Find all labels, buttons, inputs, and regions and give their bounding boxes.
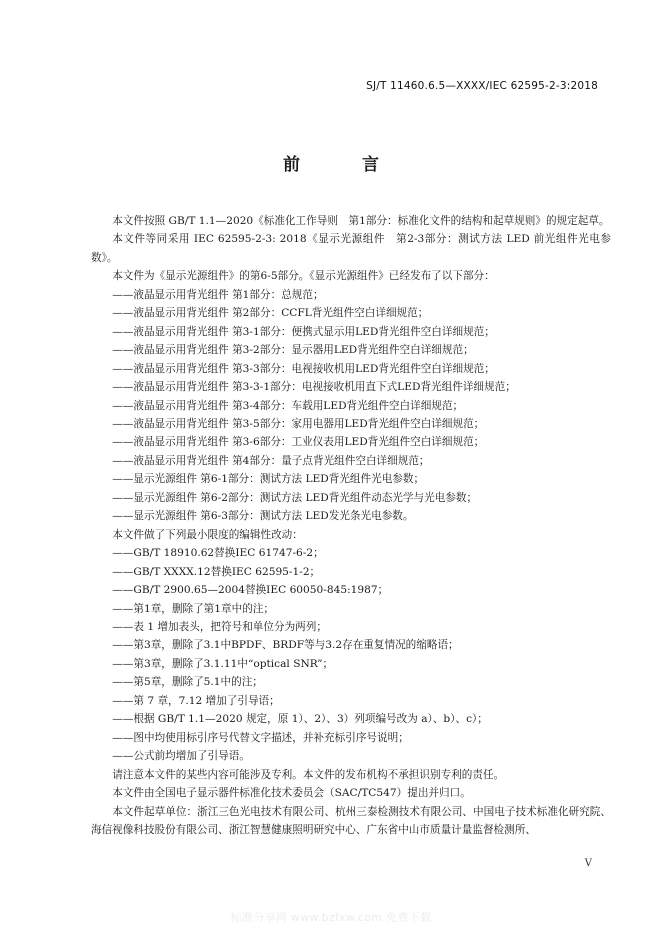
list-item: ——第 7 章，7.12 增加了引导语； [112, 694, 280, 707]
list-item: ——液晶显示用背光组件 第3-2部分：显示器用LED背光组件空白详细规范； [112, 344, 474, 357]
list-item: ——图中均使用标引序号代替文字描述，并补充标引序号说明； [112, 731, 409, 744]
list-item: ——液晶显示用背光组件 第2部分：CCFL背光组件空白详细规范； [112, 307, 429, 320]
list-item: ——液晶显示用背光组件 第4部分：量子点背光组件空白详细规范； [112, 454, 430, 467]
page-number: V [584, 858, 592, 869]
list-item: ——第5章，删除了5.1中的注； [112, 676, 263, 689]
list-item: ——液晶显示用背光组件 第3-1部分：便携式显示用LED背光组件空白详细规范； [112, 325, 495, 338]
paragraph-editorial-changes: 本文件做了下列最小限度的编辑性改动： [112, 528, 303, 541]
list-item: ——液晶显示用背光组件 第3-3-1部分：电视接收机用直下式LED背光组件详细规范； [112, 381, 516, 394]
list-item: ——液晶显示用背光组件 第3-3部分：电视接收机用LED背光组件空白详细规范； [112, 362, 495, 375]
list-item: ——GB/T XXXX.12替换IEC 62595-1-2； [112, 565, 321, 578]
list-item: ——GB/T 18910.62替换IEC 61747-6-2； [112, 547, 324, 560]
paragraph-proposer: 本文件由全国电子显示器件标准化技术委员会（SAC/TC547）提出并归口。 [112, 787, 471, 800]
list-item: ——表 1 增加表头，把符号和单位分为两列； [112, 620, 327, 633]
list-item: ——显示光源组件 第6-2部分：测试方法 LED背光组件动态光学与光电参数； [112, 491, 478, 504]
list-item: ——显示光源组件 第6-1部分：测试方法 LED背光组件光电参数； [112, 473, 425, 486]
list-item: ——第3章，删除了3.1中BPDF、BRDF等与3.2存在重复情况的缩略语； [112, 639, 459, 652]
list-item: ——公式前均增加了引导语。 [112, 750, 250, 763]
document-code: SJ/T 11460.6.5—XXXX/IEC 62595-2-3:2018 [366, 80, 598, 92]
list-item: ——液晶显示用背光组件 第1部分：总规范； [112, 288, 324, 301]
page-title: 前 言 [283, 155, 407, 175]
list-item: ——液晶显示用背光组件 第3-4部分：车载用LED背光组件空白详细规范； [112, 399, 464, 412]
list-item: ——第1章，删除了第1章中的注； [112, 602, 274, 615]
watermark: 标准分享网 www.bzfxw.com 免费下载 [230, 911, 432, 924]
editorial-changes-list [91, 544, 611, 765]
list-item: ——显示光源组件 第6-3部分：测试方法 LED发光条光电参数。 [112, 510, 414, 523]
list-item: ——GB/T 2900.65—2004替换IEC 60050-845:1987； [112, 584, 389, 597]
paragraph-patent-notice: 请注意本文件的某些内容可能涉及专利。本文件的发布机构不承担识别专利的责任。 [112, 768, 505, 781]
foreword-body [91, 212, 611, 839]
list-item: ——根据 GB/T 1.1—2020 规定，原 1）、2）、3）列项编号改为 a）、b）、c）； [112, 713, 488, 726]
list-item: ——液晶显示用背光组件 第3-5部分：家用电器用LED背光组件空白详细规范； [112, 417, 485, 430]
list-item: ——液晶显示用背光组件 第3-6部分：工业仪表用LED背光组件空白详细规范； [112, 436, 485, 449]
paragraph-series-intro: 本文件为《显示光源组件》的第6-5部分。《显示光源组件》已经发布了以下部分： [112, 270, 495, 283]
list-item: ——第3章，删除了3.1.11中“optical SNR”； [112, 657, 334, 670]
published-parts-list [91, 286, 611, 526]
paragraph-adoption: 本文件等同采用 IEC 62595-2-3: 2018《显示光源组件 第2-3部分：测试方法 LED 前光组件光电参数》。 [91, 233, 611, 264]
paragraph-drafting-rules: 本文件按照 GB/T 1.1—2020《标准化工作导则 第1部分：标准化文件的结构和起草规则》的规定起草。 [112, 215, 610, 227]
paragraph-drafting-units: 本文件起草单位：浙江三色光电技术有限公司、杭州三泰检测技术有限公司、中国电子技术标准化研究院、海信视像科技股份有限公司、浙江智慧健康照明研究中心、广东省中山市质量计量监督检测所、 [91, 805, 611, 836]
